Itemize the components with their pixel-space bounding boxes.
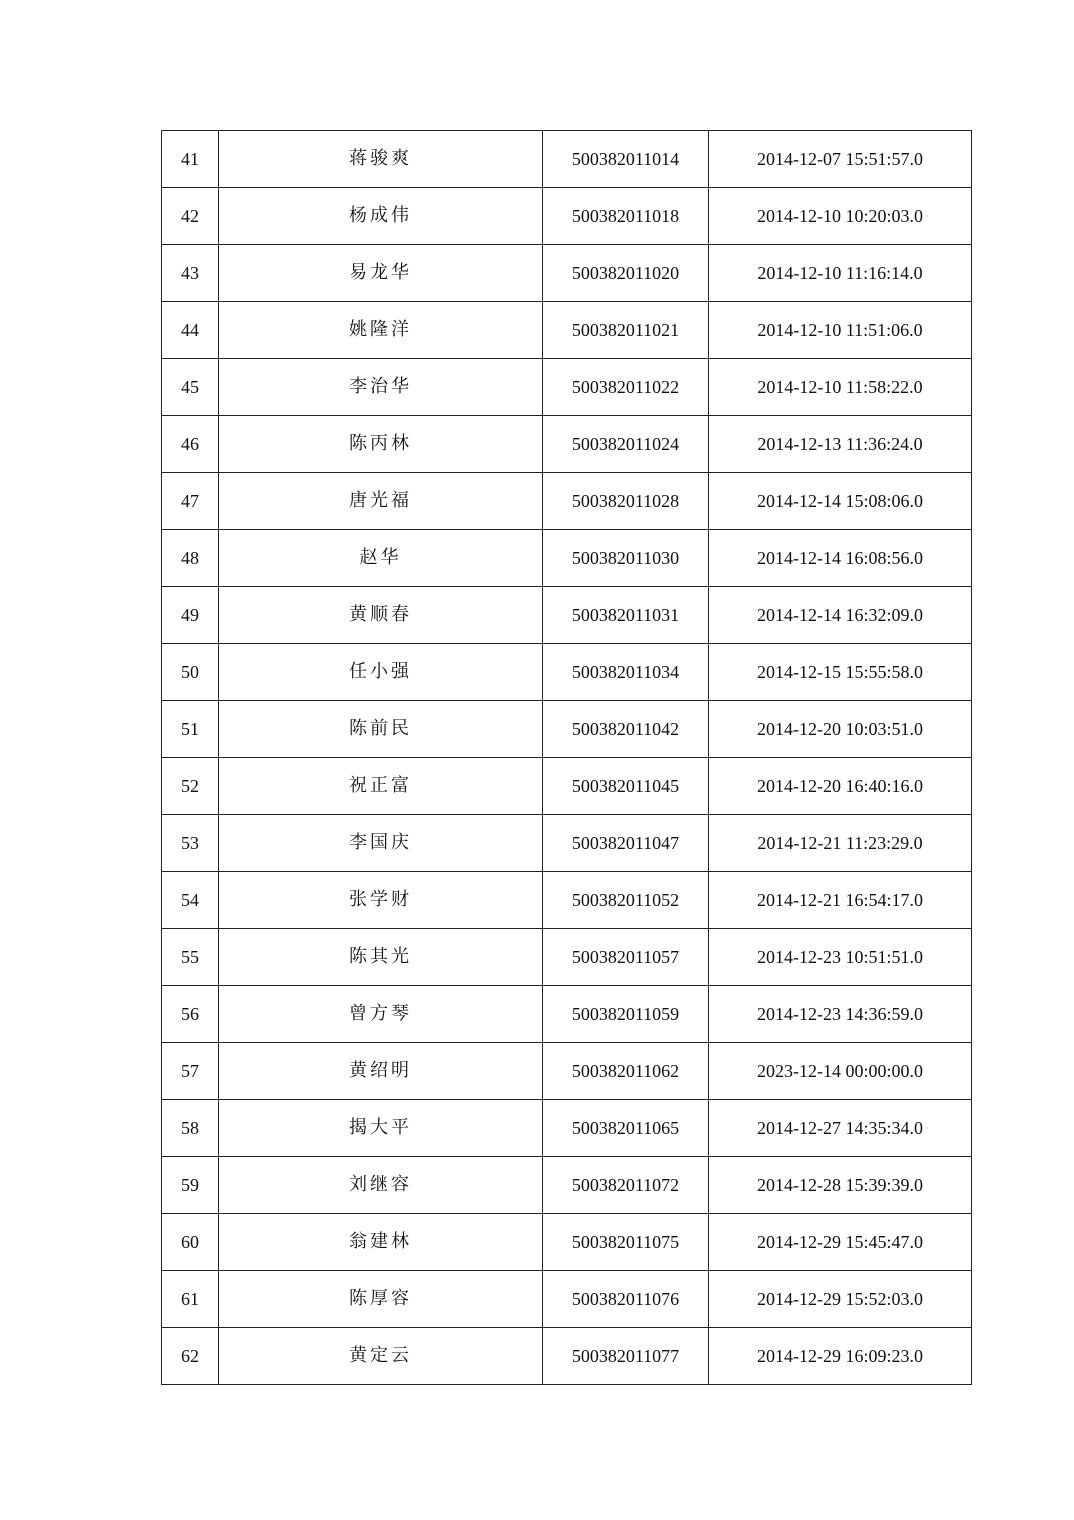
row-number-cell: 52 <box>162 758 219 815</box>
row-number-cell: 58 <box>162 1100 219 1157</box>
row-number-cell: 60 <box>162 1214 219 1271</box>
id-number-cell: 500382011047 <box>543 815 709 872</box>
table-row <box>162 416 972 473</box>
row-number-cell: 62 <box>162 1328 219 1385</box>
name-cell: 任小强 <box>219 644 543 701</box>
id-number-cell: 500382011018 <box>543 188 709 245</box>
table-row <box>162 530 972 587</box>
id-number-cell: 500382011028 <box>543 473 709 530</box>
table-row <box>162 644 972 701</box>
name-cell: 蒋骏爽 <box>219 131 543 188</box>
name-cell: 陈厚容 <box>219 1271 543 1328</box>
row-number-cell: 61 <box>162 1271 219 1328</box>
row-number-cell: 44 <box>162 302 219 359</box>
timestamp-cell: 2014-12-21 11:23:29.0 <box>709 815 972 872</box>
timestamp-cell: 2014-12-14 16:08:56.0 <box>709 530 972 587</box>
timestamp-cell: 2014-12-29 15:52:03.0 <box>709 1271 972 1328</box>
table-row <box>162 302 972 359</box>
records-table-body <box>162 131 972 1385</box>
id-number-cell: 500382011077 <box>543 1328 709 1385</box>
id-number-cell: 500382011062 <box>543 1043 709 1100</box>
name-cell: 黄顺春 <box>219 587 543 644</box>
timestamp-cell: 2014-12-29 15:45:47.0 <box>709 1214 972 1271</box>
table-row <box>162 131 972 188</box>
name-cell: 唐光福 <box>219 473 543 530</box>
id-number-cell: 500382011057 <box>543 929 709 986</box>
timestamp-cell: 2014-12-10 11:58:22.0 <box>709 359 972 416</box>
row-number-cell: 55 <box>162 929 219 986</box>
id-number-cell: 500382011075 <box>543 1214 709 1271</box>
row-number-cell: 48 <box>162 530 219 587</box>
id-number-cell: 500382011065 <box>543 1100 709 1157</box>
row-number-cell: 51 <box>162 701 219 758</box>
table-row <box>162 872 972 929</box>
name-cell: 揭大平 <box>219 1100 543 1157</box>
timestamp-cell: 2014-12-10 11:51:06.0 <box>709 302 972 359</box>
timestamp-cell: 2014-12-07 15:51:57.0 <box>709 131 972 188</box>
name-cell: 杨成伟 <box>219 188 543 245</box>
row-number-cell: 53 <box>162 815 219 872</box>
records-table <box>161 130 972 1385</box>
name-cell: 翁建林 <box>219 1214 543 1271</box>
name-cell: 赵华 <box>219 530 543 587</box>
name-cell: 黄定云 <box>219 1328 543 1385</box>
timestamp-cell: 2014-12-27 14:35:34.0 <box>709 1100 972 1157</box>
id-number-cell: 500382011024 <box>543 416 709 473</box>
table-row <box>162 587 972 644</box>
row-number-cell: 43 <box>162 245 219 302</box>
table-row <box>162 1271 972 1328</box>
row-number-cell: 54 <box>162 872 219 929</box>
id-number-cell: 500382011021 <box>543 302 709 359</box>
id-number-cell: 500382011014 <box>543 131 709 188</box>
id-number-cell: 500382011020 <box>543 245 709 302</box>
table-row <box>162 701 972 758</box>
timestamp-cell: 2014-12-10 11:16:14.0 <box>709 245 972 302</box>
timestamp-cell: 2014-12-21 16:54:17.0 <box>709 872 972 929</box>
timestamp-cell: 2014-12-14 16:32:09.0 <box>709 587 972 644</box>
id-number-cell: 500382011045 <box>543 758 709 815</box>
name-cell: 陈前民 <box>219 701 543 758</box>
row-number-cell: 57 <box>162 1043 219 1100</box>
table-row <box>162 1043 972 1100</box>
id-number-cell: 500382011052 <box>543 872 709 929</box>
id-number-cell: 500382011031 <box>543 587 709 644</box>
name-cell: 刘继容 <box>219 1157 543 1214</box>
timestamp-cell: 2014-12-23 10:51:51.0 <box>709 929 972 986</box>
row-number-cell: 59 <box>162 1157 219 1214</box>
row-number-cell: 45 <box>162 359 219 416</box>
name-cell: 李治华 <box>219 359 543 416</box>
id-number-cell: 500382011072 <box>543 1157 709 1214</box>
row-number-cell: 42 <box>162 188 219 245</box>
timestamp-cell: 2014-12-20 16:40:16.0 <box>709 758 972 815</box>
id-number-cell: 500382011034 <box>543 644 709 701</box>
id-number-cell: 500382011022 <box>543 359 709 416</box>
timestamp-cell: 2014-12-15 15:55:58.0 <box>709 644 972 701</box>
name-cell: 姚隆洋 <box>219 302 543 359</box>
table-row <box>162 815 972 872</box>
timestamp-cell: 2014-12-20 10:03:51.0 <box>709 701 972 758</box>
name-cell: 黄绍明 <box>219 1043 543 1100</box>
name-cell: 张学财 <box>219 872 543 929</box>
row-number-cell: 50 <box>162 644 219 701</box>
id-number-cell: 500382011059 <box>543 986 709 1043</box>
table-row <box>162 1328 972 1385</box>
table-row <box>162 1214 972 1271</box>
name-cell: 曾方琴 <box>219 986 543 1043</box>
timestamp-cell: 2014-12-14 15:08:06.0 <box>709 473 972 530</box>
name-cell: 易龙华 <box>219 245 543 302</box>
id-number-cell: 500382011030 <box>543 530 709 587</box>
id-number-cell: 500382011076 <box>543 1271 709 1328</box>
name-cell: 陈其光 <box>219 929 543 986</box>
row-number-cell: 49 <box>162 587 219 644</box>
table-row <box>162 1157 972 1214</box>
timestamp-cell: 2014-12-23 14:36:59.0 <box>709 986 972 1043</box>
table-row <box>162 473 972 530</box>
timestamp-cell: 2023-12-14 00:00:00.0 <box>709 1043 972 1100</box>
name-cell: 祝正富 <box>219 758 543 815</box>
table-row <box>162 359 972 416</box>
table-row <box>162 1100 972 1157</box>
name-cell: 陈丙林 <box>219 416 543 473</box>
row-number-cell: 47 <box>162 473 219 530</box>
table-row <box>162 758 972 815</box>
timestamp-cell: 2014-12-10 10:20:03.0 <box>709 188 972 245</box>
table-row <box>162 188 972 245</box>
row-number-cell: 46 <box>162 416 219 473</box>
table-row <box>162 986 972 1043</box>
row-number-cell: 56 <box>162 986 219 1043</box>
timestamp-cell: 2014-12-13 11:36:24.0 <box>709 416 972 473</box>
timestamp-cell: 2014-12-29 16:09:23.0 <box>709 1328 972 1385</box>
name-cell: 李国庆 <box>219 815 543 872</box>
table-row <box>162 245 972 302</box>
row-number-cell: 41 <box>162 131 219 188</box>
id-number-cell: 500382011042 <box>543 701 709 758</box>
table-row <box>162 929 972 986</box>
timestamp-cell: 2014-12-28 15:39:39.0 <box>709 1157 972 1214</box>
